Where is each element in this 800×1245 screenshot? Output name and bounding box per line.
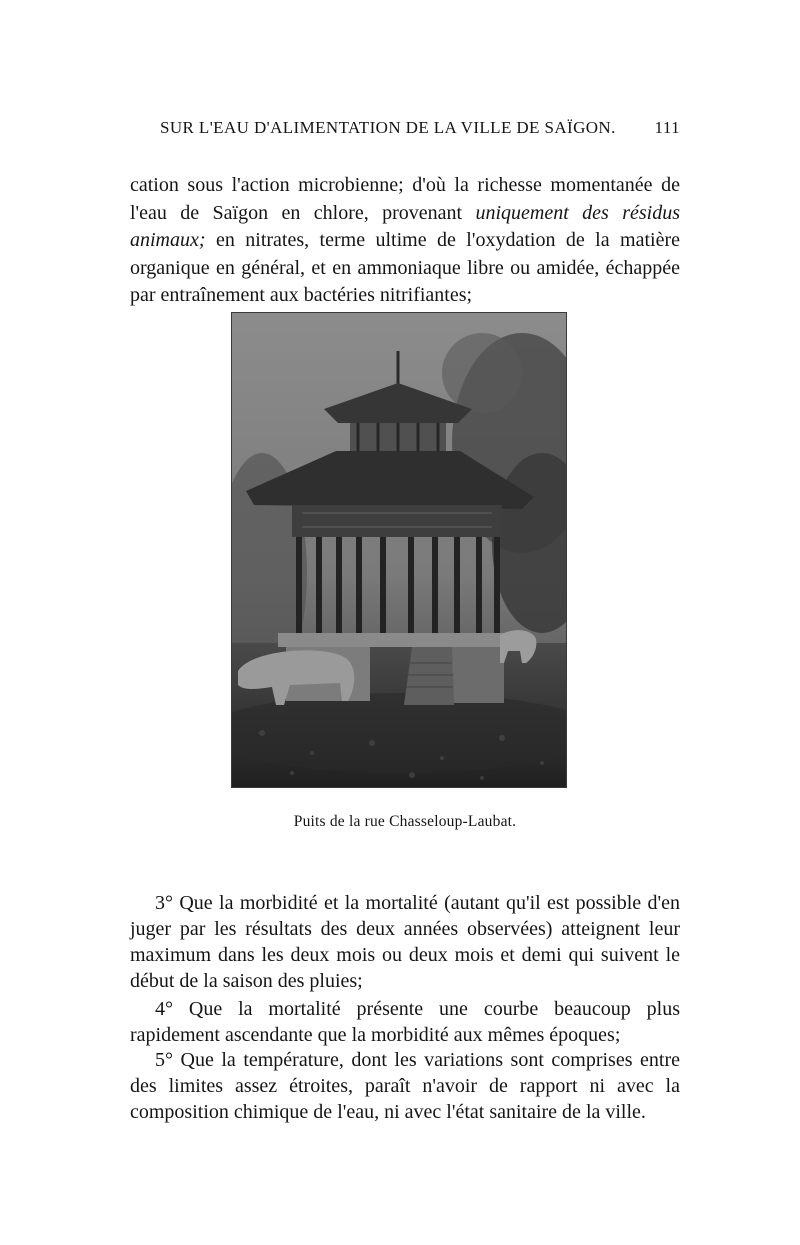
paragraph-text-end: en nitrates, terme ultime de l'oxydation de la matière organique en général, et en ammoniaque libre ou amidée, échappée par entraînement aux bactéries nitrifiantes; [130,229,680,306]
item-3-paragraph: 3° Que la morbidité et la mortalité (autant qu'il est possible d'en juger par les résultats des deux années observées) atteignent leur maximum dans les deux mois ou deux mois et demi qui suivent le début de la saison des pluies; [130,892,680,992]
running-header [160,118,680,142]
paragraph-text: cation sous l'action microbienne; d'où la richesse momentanée de l'eau de Saïgon en chlore, provenant [130,174,680,224]
item-4-paragraph: 4° Que la mortalité présente une courbe beaucoup plus rapidement ascendante que la morbidité aux mêmes époques; [130,998,680,1046]
continued-paragraph [130,172,680,310]
figure-caption: Puits de la rue Chasseloup-Laubat. [293,813,517,830]
page-number: 111 [654,118,680,137]
running-title: SUR L'EAU D'ALIMENTATION DE LA VILLE DE SAÏGON. [160,118,616,137]
well-pavilion-photograph [231,312,567,788]
item-5-paragraph: 5° Que la température, dont les variations sont comprises entre des limites assez étroites, paraît n'avoir de rapport ni avec la composition chimique de l'eau, ni avec l'état sanitaire de la ville. [130,1049,680,1123]
italic-emphasis: uniquement des résidus animaux; [130,201,680,251]
